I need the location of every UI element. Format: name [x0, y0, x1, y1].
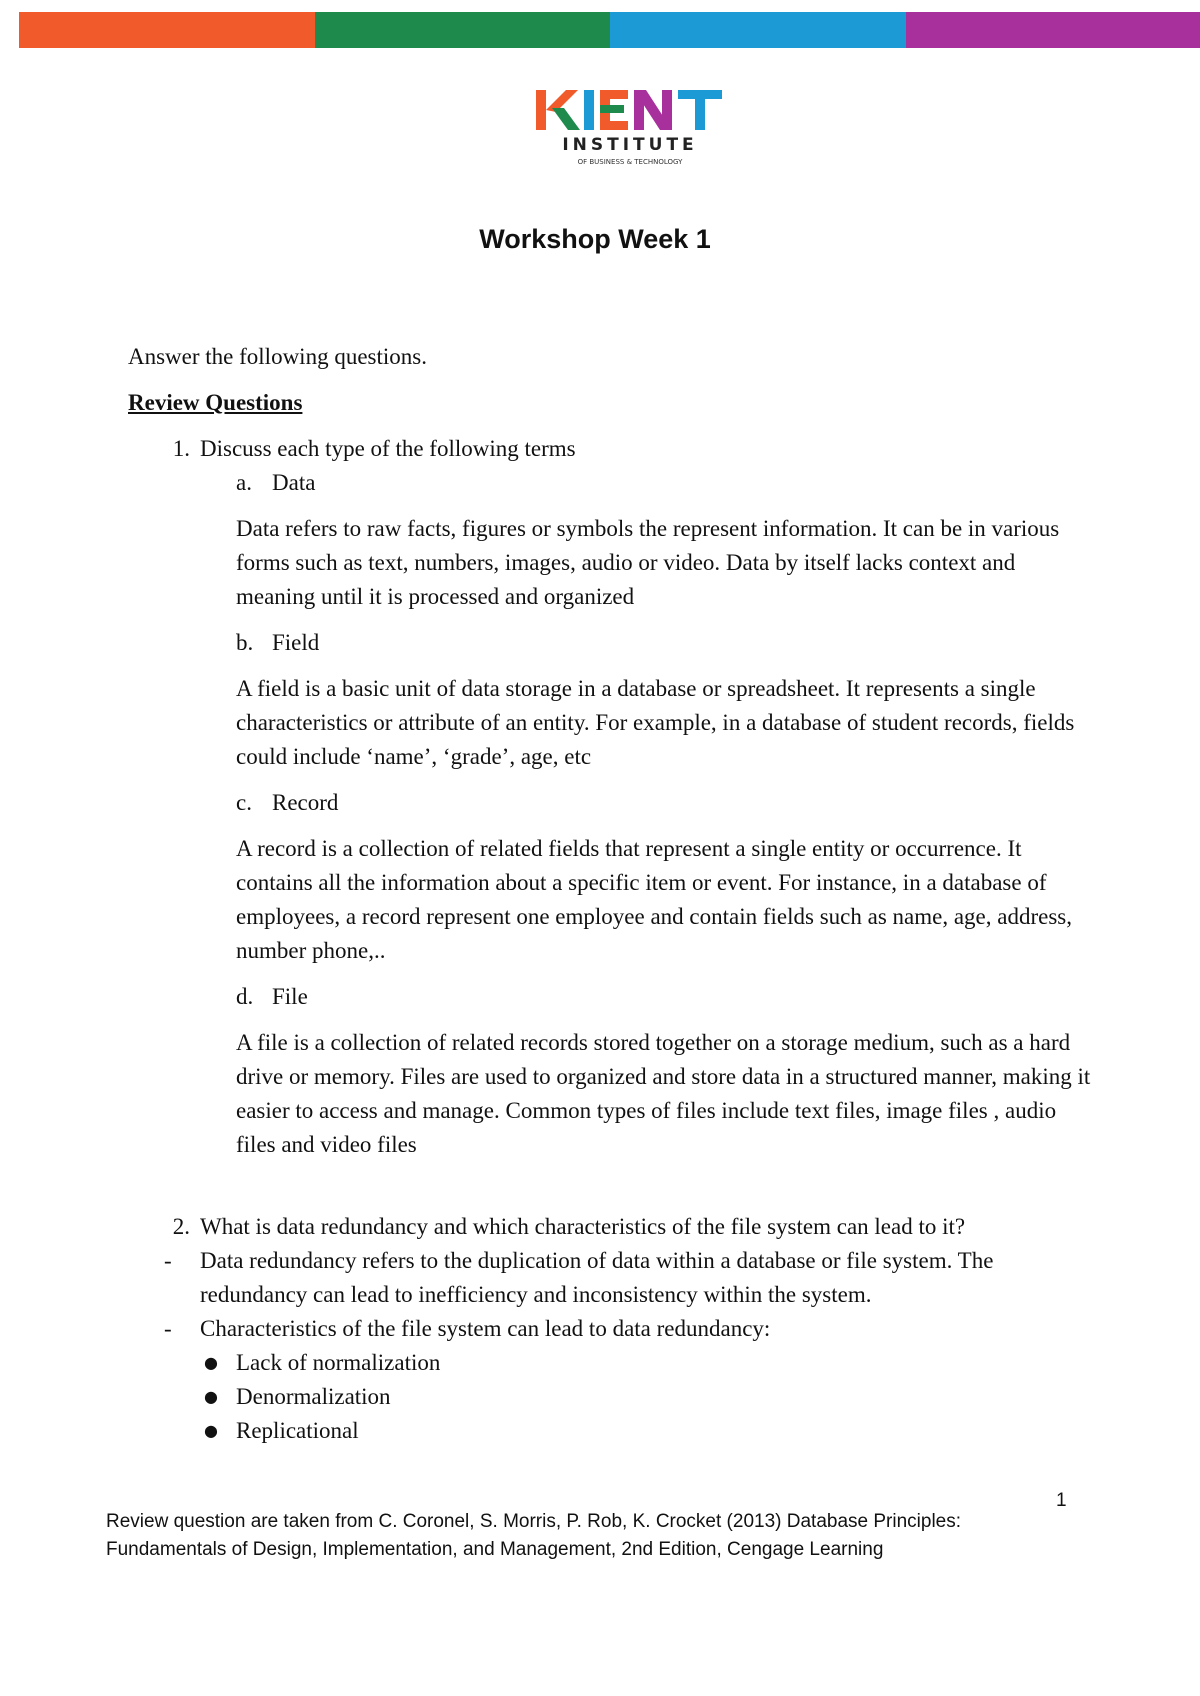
- color-bar-green: [315, 12, 611, 48]
- question-2: [128, 1210, 1098, 1244]
- color-bar-blue: [610, 12, 906, 48]
- bullet-list: [200, 1346, 1098, 1448]
- page-number: 1: [1056, 1490, 1067, 1511]
- bullet-text: Denormalization: [236, 1384, 391, 1409]
- color-bar: [19, 12, 1200, 48]
- term-definition: Data refers to raw facts, figures or symbols the represent information. It can be in various forms such as text, numbers, images, audio or video. Data by itself lacks context and meaning until it is processed and organized: [236, 516, 1060, 609]
- instructions-text: Answer the following questions.: [128, 344, 427, 369]
- bullet-text: Lack of normalization: [236, 1350, 441, 1375]
- answer-text: Data redundancy refers to the duplication of data within a database or file system. The redundancy can lead to inefficiency and inconsistency within the system.: [200, 1248, 994, 1307]
- answer-text: Characteristics of the file system can lead to data redundancy:: [200, 1316, 771, 1341]
- term-name: Record: [272, 790, 339, 815]
- bullet-item: [200, 1346, 1098, 1380]
- kent-institute-logo: [530, 86, 750, 172]
- term-name: Data: [272, 470, 316, 495]
- color-bar-orange: [19, 12, 315, 48]
- page-title: Workshop Week 1: [479, 224, 711, 254]
- term-letter: a.: [236, 470, 252, 495]
- bullet-icon: ●: [204, 1353, 218, 1372]
- question-text: What is data redundancy and which characteristics of the file system can lead to it?: [200, 1214, 966, 1239]
- answer-item: [128, 1244, 1098, 1312]
- term-heading: [236, 626, 1098, 660]
- document-body: [128, 340, 1098, 1448]
- term-name: File: [272, 984, 308, 1009]
- term-definition: A record is a collection of related fields that represent a single entity or occurrence. It contains all the information about a specific item or event. For instance, in a database of employees, a record represent one employee and contain fields such as name, age, address, number phone,..: [236, 836, 1072, 963]
- term-heading: [236, 786, 1098, 820]
- question-text: Discuss each type of the following terms: [200, 436, 576, 461]
- bullet-item: [200, 1414, 1098, 1448]
- question-1: [128, 432, 1098, 466]
- term-letter: d.: [236, 984, 254, 1009]
- logo-subtitle-text: INSTITUTE: [562, 135, 698, 155]
- question-number: 2.: [172, 1214, 190, 1239]
- bullet-icon: ●: [204, 1387, 218, 1406]
- bullet-text: Replicational: [236, 1418, 359, 1443]
- term-name: Field: [272, 630, 320, 655]
- bullet-icon: ●: [204, 1421, 218, 1440]
- color-bar-purple: [906, 12, 1200, 48]
- term-definition: A file is a collection of related records stored together on a storage medium, such as a hard drive or memory. Files are used to organized and store data in a structured manner, making it easier to access and manage. Common types of files include text files, image files , audio files and video files: [236, 1030, 1091, 1157]
- footer-citation: Review question are taken from C. Coronel, S. Morris, P. Rob, K. Crocket (2013) Database Principles: Fundamentals of Design, Implementation, and Management, 2nd Edition, Cengage Learning: [106, 1511, 962, 1560]
- question-number: 1.: [172, 436, 190, 461]
- term-definition: A field is a basic unit of data storage in a database or spreadsheet. It represents a single characteristics or attribute of an entity. For example, in a database of student records, fields could include ‘name’, ‘grade’, age, etc: [236, 676, 1075, 769]
- term-letter: b.: [236, 630, 254, 655]
- section-heading: Review Questions: [128, 390, 303, 415]
- dash-marker: -: [164, 1316, 172, 1341]
- bullet-item: [200, 1380, 1098, 1414]
- logo-tagline-text: OF BUSINESS & TECHNOLOGY: [577, 158, 683, 166]
- term-letter: c.: [236, 790, 252, 815]
- term-heading: [236, 466, 1098, 500]
- dash-marker: -: [164, 1248, 172, 1273]
- term-heading: [236, 980, 1098, 1014]
- answer-item: [128, 1312, 1098, 1346]
